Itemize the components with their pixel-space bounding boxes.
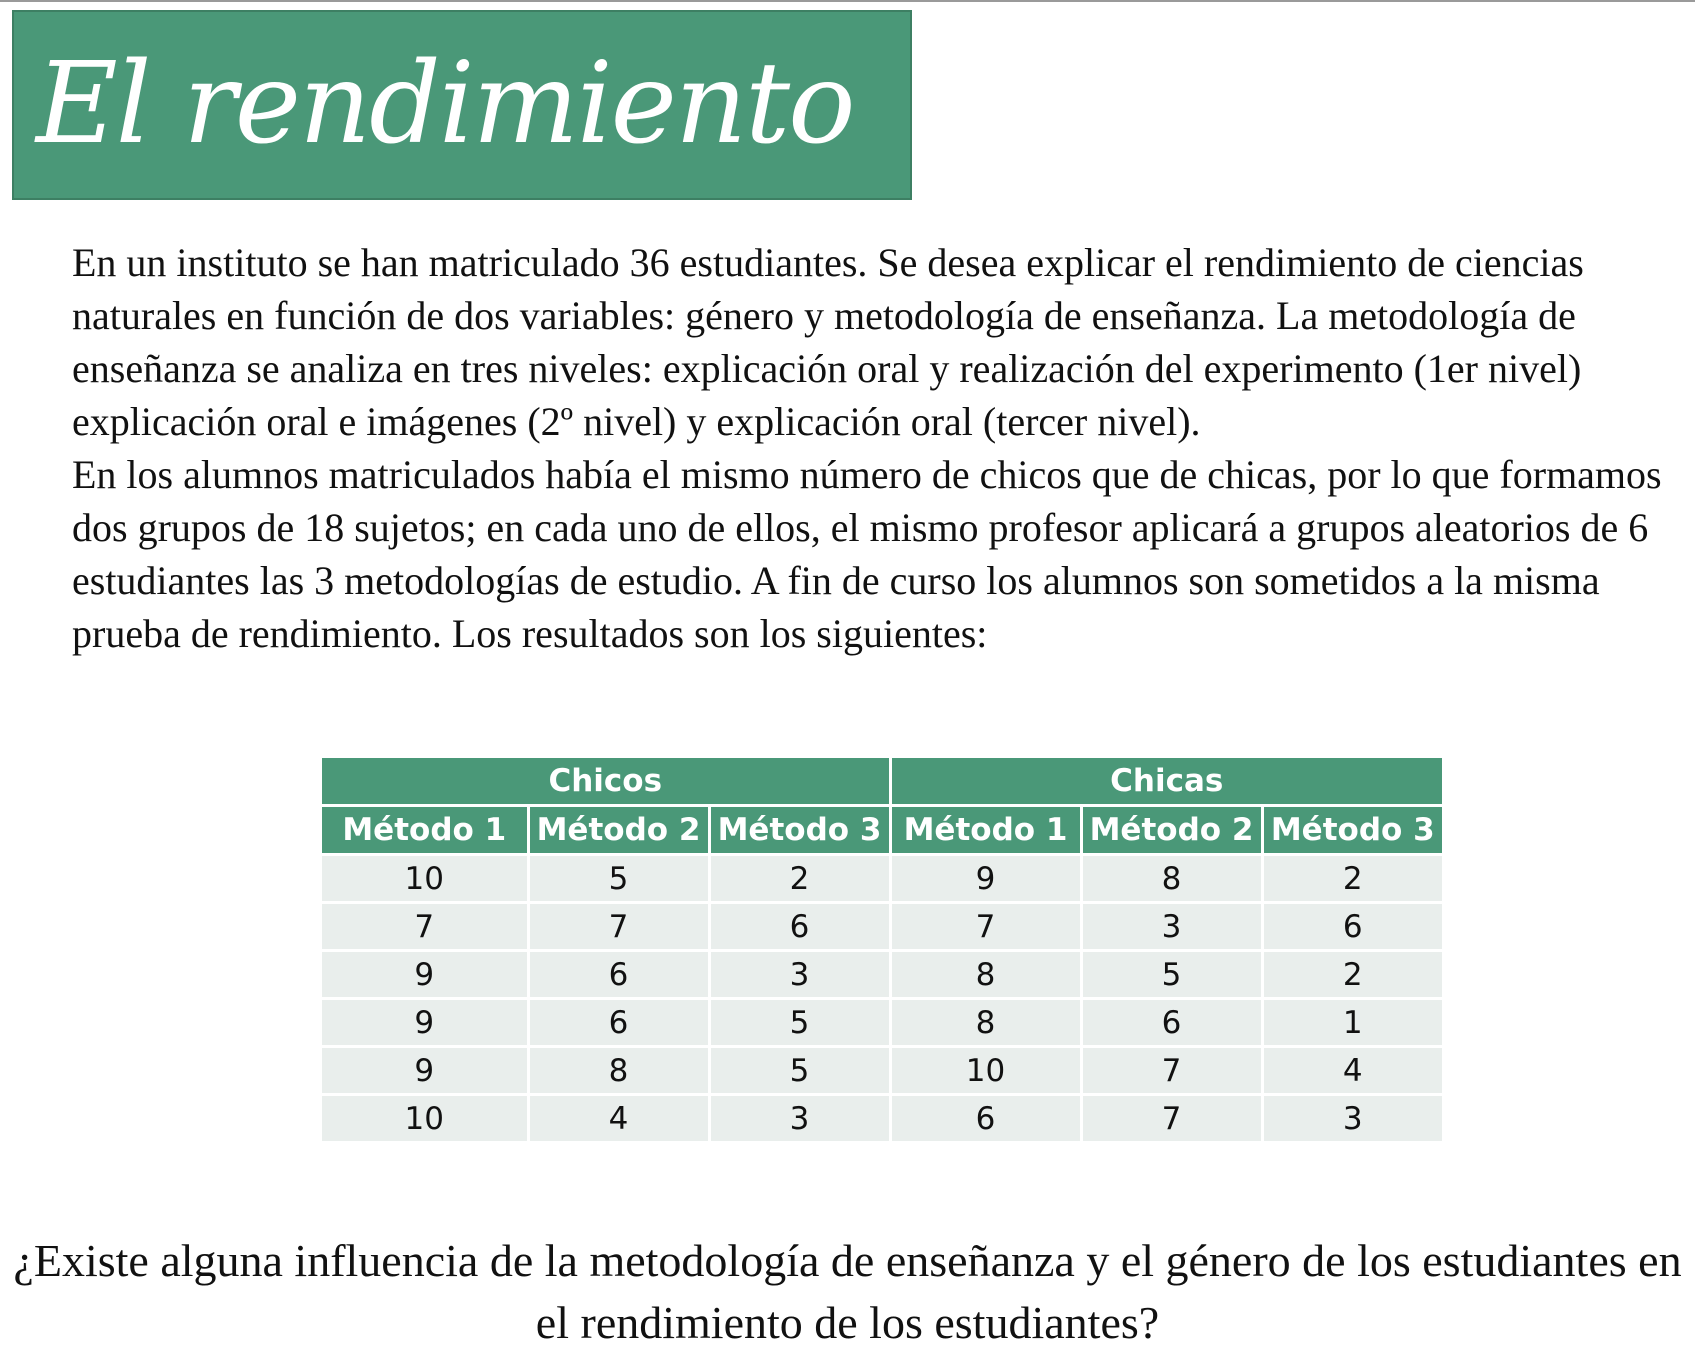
table-row [322, 999, 1442, 1047]
table-cell: 3 [1081, 903, 1262, 951]
column-header: Método 1 [890, 806, 1081, 855]
table-cell: 2 [709, 855, 890, 903]
column-header: Método 1 [322, 806, 528, 855]
table-cell: 6 [1262, 903, 1442, 951]
table-cell: 9 [322, 1047, 528, 1095]
table-cell: 2 [1262, 951, 1442, 999]
table-cell: 1 [1262, 999, 1442, 1047]
table-cell: 2 [1262, 855, 1442, 903]
table-cell: 3 [709, 1095, 890, 1143]
table-cell: 5 [528, 855, 709, 903]
table-cell: 5 [1081, 951, 1262, 999]
table-cell: 9 [322, 999, 528, 1047]
table-cell: 6 [528, 951, 709, 999]
column-header: Método 2 [528, 806, 709, 855]
table-cell: 9 [890, 855, 1081, 903]
table-cell: 6 [890, 1095, 1081, 1143]
table-cell: 5 [709, 999, 890, 1047]
table-row [322, 855, 1442, 903]
group-header-row [322, 758, 1442, 806]
table-cell: 6 [709, 903, 890, 951]
column-header: Método 3 [1262, 806, 1442, 855]
group-header-chicos: Chicos [322, 758, 890, 806]
group-header-chicas: Chicas [890, 758, 1442, 806]
table-cell: 8 [890, 951, 1081, 999]
table-cell: 5 [709, 1047, 890, 1095]
question-text: ¿Existe alguna influencia de la metodología de enseñanza y el género de los estudiantes en el rendimiento de los estudiantes? [13, 1235, 1682, 1348]
table-cell: 10 [322, 1095, 528, 1143]
table-cell: 8 [528, 1047, 709, 1095]
results-table [322, 758, 1442, 1144]
table-cell: 7 [322, 903, 528, 951]
table-cell: 9 [322, 951, 528, 999]
title-banner [12, 10, 912, 200]
table-row [322, 903, 1442, 951]
table-cell: 7 [1081, 1047, 1262, 1095]
table-row [322, 1047, 1442, 1095]
top-rule [0, 0, 1695, 2]
table-cell: 3 [1262, 1095, 1442, 1143]
table-cell: 4 [528, 1095, 709, 1143]
table-cell: 7 [890, 903, 1081, 951]
column-header-row [322, 806, 1442, 855]
table-cell: 10 [890, 1047, 1081, 1095]
table-row [322, 951, 1442, 999]
table-cell: 7 [1081, 1095, 1262, 1143]
research-question [0, 1230, 1695, 1354]
table-body [322, 855, 1442, 1143]
intro-paragraph: En un instituto se han matriculado 36 estudiantes. Se desea explicar el rendimiento de ciencias naturales en función de dos variables: género y metodología de enseñanza. La metodología de enseñanza se analiza en tres niveles: explicación oral y realización del experimento (1er nivel) explicación oral e imágenes (2º nivel) y explicación oral (tercer nivel). [72, 240, 1584, 444]
table-cell: 7 [528, 903, 709, 951]
table-cell: 6 [1081, 999, 1262, 1047]
column-header: Método 3 [709, 806, 890, 855]
table-cell: 6 [528, 999, 709, 1047]
table-cell: 4 [1262, 1047, 1442, 1095]
second-paragraph: En los alumnos matriculados había el mismo número de chicos que de chicas, por lo que formamos dos grupos de 18 sujetos; en cada uno de ellos, el mismo profesor aplicará a grupos aleatorios de 6 estudiantes las 3 metodologías de estudio. A fin de curso los alumnos son sometidos a la misma prueba de rendimiento. Los resultados son los siguientes: [72, 452, 1662, 656]
problem-statement [72, 236, 1672, 660]
column-header: Método 2 [1081, 806, 1262, 855]
table-cell: 10 [322, 855, 528, 903]
page-title: El rendimiento [36, 39, 854, 169]
table-cell: 8 [890, 999, 1081, 1047]
table-cell: 8 [1081, 855, 1262, 903]
table-cell: 3 [709, 951, 890, 999]
table-row [322, 1095, 1442, 1143]
